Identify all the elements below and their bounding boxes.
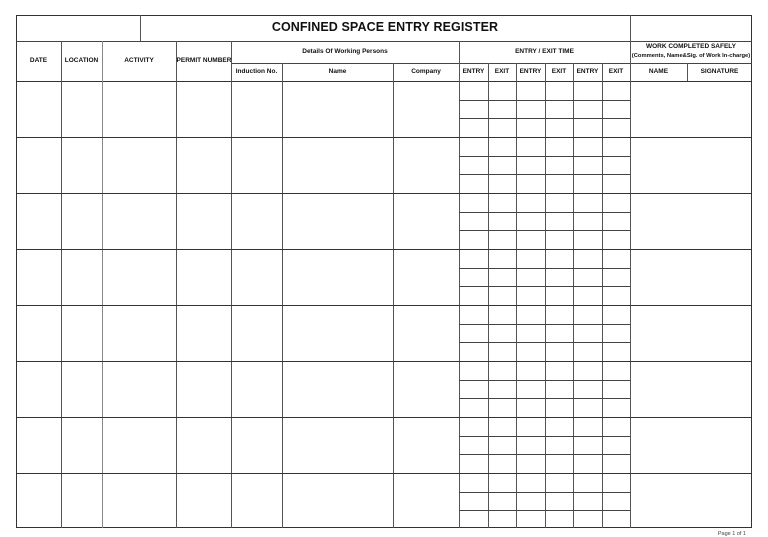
table-row[interactable] [16, 193, 752, 249]
header-entry-1: ENTRY [462, 67, 485, 75]
header-entry-exit-group: ENTRY / EXIT TIME [515, 47, 574, 55]
header-name: Name [328, 67, 347, 75]
header-induction-no: Induction No. [235, 67, 278, 75]
table-row[interactable] [16, 417, 752, 473]
table-row[interactable] [16, 81, 752, 137]
entry-subrow-divider [459, 212, 630, 213]
table-row[interactable] [16, 137, 752, 193]
header-exit-1: EXIT [494, 67, 510, 75]
entry-subrow-divider [459, 380, 630, 381]
row-divider [16, 361, 752, 362]
entry-subrow-divider [459, 174, 630, 175]
entry-subrow-divider [459, 230, 630, 231]
header-wc-name: NAME [648, 67, 669, 75]
table-row[interactable] [16, 361, 752, 417]
title-right-divider [630, 15, 631, 41]
row-divider [16, 305, 752, 306]
entry-subrow-divider [459, 510, 630, 511]
table-row[interactable] [16, 305, 752, 361]
entry-subrow-divider [459, 100, 630, 101]
row-divider [16, 137, 752, 138]
entry-subrow-divider [459, 118, 630, 119]
row-divider [16, 417, 752, 418]
entry-subrow-divider [459, 436, 630, 437]
row-divider [16, 193, 752, 194]
entry-subrow-divider [459, 454, 630, 455]
entry-subrow-divider [459, 492, 630, 493]
header-exit-2: EXIT [551, 67, 567, 75]
header-entry-2: ENTRY [519, 67, 542, 75]
entry-subrow-divider [459, 156, 630, 157]
header-activity: ACTIVITY [124, 56, 154, 64]
page-number: Page 1 of 1 [717, 531, 746, 537]
header-divider [393, 63, 394, 81]
header-permit-number: PERMIT NUMBER [176, 56, 232, 64]
header-exit-3: EXIT [608, 67, 624, 75]
entry-subrow-divider [459, 268, 630, 269]
table-row[interactable] [16, 473, 752, 529]
header-divider [687, 63, 688, 81]
header-divider [282, 63, 283, 81]
header-company: Company [411, 67, 441, 75]
row-divider [16, 249, 752, 250]
page-title: CONFINED SPACE ENTRY REGISTER [271, 20, 499, 35]
header-details-group: Details Of Working Persons [302, 47, 388, 55]
entry-subrow-divider [459, 286, 630, 287]
entry-subrow-divider [459, 342, 630, 343]
table-row[interactable] [16, 249, 752, 305]
header-location: LOCATION [64, 56, 99, 64]
row-divider [16, 473, 752, 474]
header-subgroup-line [231, 63, 752, 64]
header-entry-3: ENTRY [576, 67, 599, 75]
entry-subrow-divider [459, 324, 630, 325]
header-work-completed: WORK COMPLETED SAFELY [645, 43, 737, 51]
entry-subrow-divider [459, 398, 630, 399]
header-date: DATE [29, 56, 48, 64]
header-wc-signature: SIGNATURE [700, 67, 739, 75]
header-work-completed-note: (Comments, Name&Sig. of Work In-charge) [631, 52, 751, 59]
